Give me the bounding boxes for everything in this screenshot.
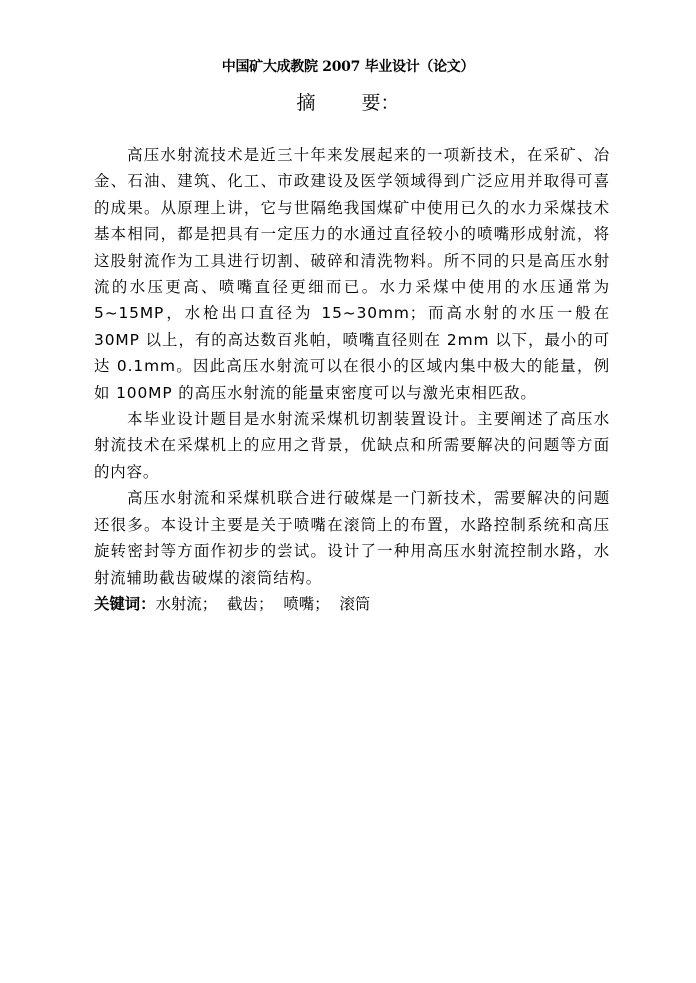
abstract-paragraph-2: 本毕业设计题目是水射流采煤机切割装置设计。主要阐述了高压水射流技术在采煤机上的应用之背景，优缺点和所需要解决的问题等方面的内容。 [94, 410, 610, 481]
keyword-item: 截齿； [227, 594, 274, 613]
keywords-line [94, 591, 610, 617]
keyword-item: 滚筒 [339, 594, 371, 613]
abstract-heading-left: 摘 [296, 92, 316, 114]
abstract-paragraph-3: 高压水射流和采煤机联合进行破煤是一门新技术，需要解决的问题还很多。本设计主要是关于喷嘴在滚筒上的布置，水路控制系统和高压旋转密封等方面作初步的尝试。设计了一种用高压水射流控制水路，水射流辅助截齿破煤的滚筒结构。 [94, 489, 610, 587]
keyword-item: 水射流； [155, 594, 218, 613]
abstract-heading [0, 90, 696, 116]
abstract-heading-right: 要： [361, 92, 400, 114]
keyword-item: 喷嘴； [283, 594, 330, 613]
keywords-label: 关键词： [94, 594, 156, 613]
abstract-body [94, 142, 610, 617]
thesis-header-title: 中国矿大成教院 2007 毕业设计（论文） [221, 59, 475, 75]
abstract-paragraph-1: 高压水射流技术是近三十年来发展起来的一项新技术，在采矿、冶金、石油、建筑、化工、市政建设及医学领域得到广泛应用并取得可喜的成果。从原理上讲，它与世隔绝我国煤矿中使用已久的水力采煤技术基本相同，都是把具有一定压力的水通过直径较小的喷嘴形成射流，将这股射流作为工具进行切割、破碎和清洗物料。所不同的只是高压水射流的水压更高、喷嘴直径更细而已。水力采煤中使用的水压通常为 5~15MP，水枪出口直径为 15~30mm；而高水射的水压一般在 30MP 以上，有的高达数百兆帕，喷嘴直径则在 2mm 以下，最小的可达 0.1mm。因此高压水射流可以在很小的区域内集中极大的能量，例如 100MP 的高压水射流的能量束密度可以与激光束相匹敌。 [94, 146, 610, 402]
